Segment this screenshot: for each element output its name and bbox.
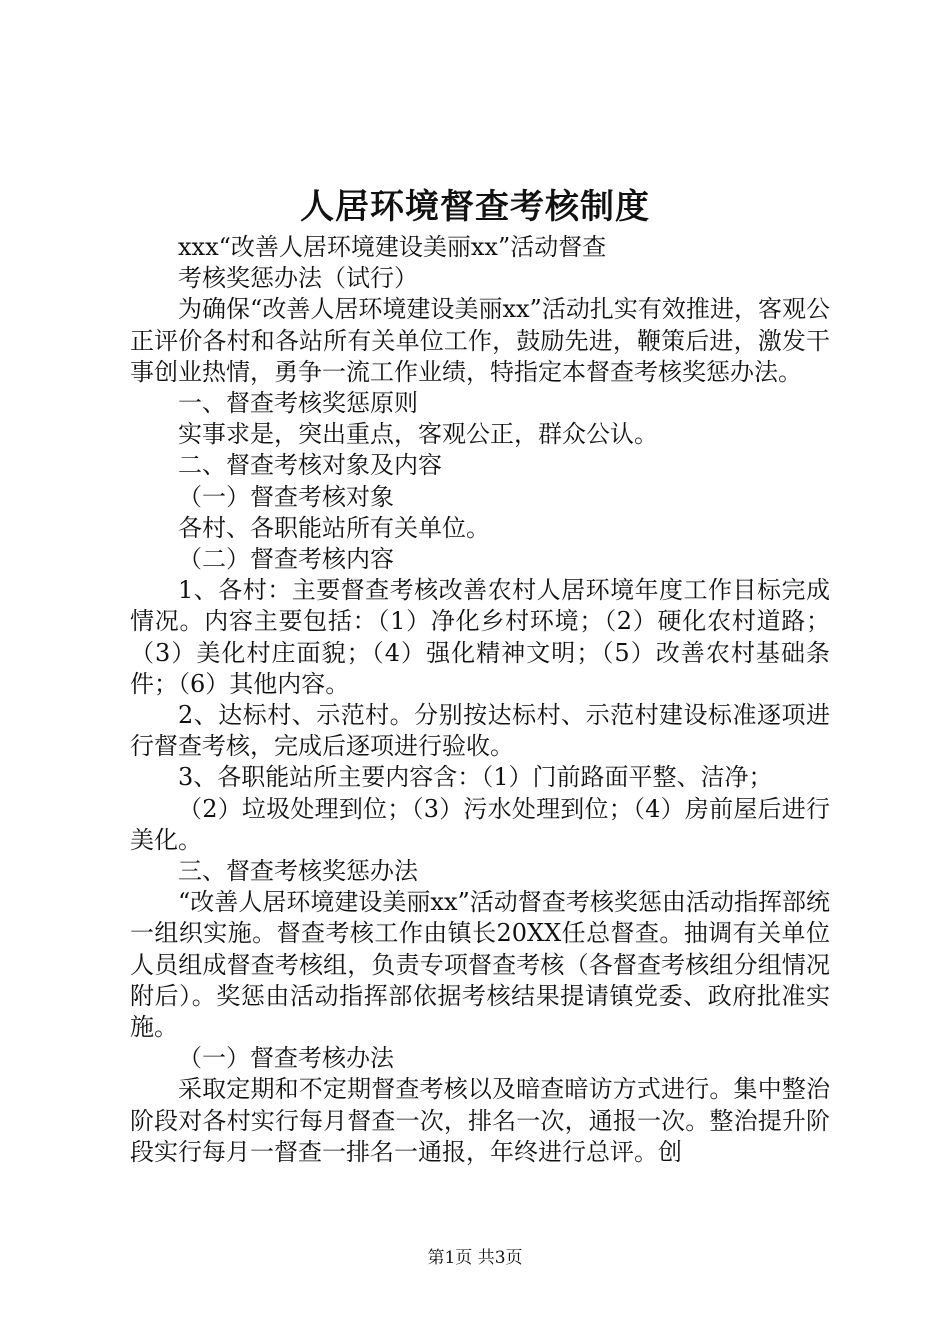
page-footer: 第1页 共3页	[427, 1248, 523, 1268]
subsection-heading: （一）督查考核对象	[178, 482, 394, 511]
section-heading: 三、督查考核奖惩办法	[178, 857, 418, 886]
paragraph: 考核奖惩办法（试行）	[178, 264, 418, 293]
section-heading: 二、督查考核对象及内容	[178, 451, 442, 480]
paragraph: 2、达标村、示范村。分别按达标村、示范村建设标准逐项进行督查考核，完成后逐项进行验收。	[130, 701, 830, 761]
paragraph: 采取定期和不定期督查考核以及暗查暗访方式进行。集中整治阶段对各村实行每月督查一次，排名一次，通报一次。整治提升阶段实行每月一督查一排名一通报，年终进行总评。创	[130, 1075, 830, 1166]
paragraph: （2）垃圾处理到位；（3）污水处理到位；（4）房前屋后进行美化。	[130, 794, 830, 854]
paragraph: “改善人居环境建设美丽xx”活动督查考核奖惩由活动指挥部统一组织实施。督查考核工作由镇长20XX任总督查。抽调有关单位人员组成督查考核组，负责专项督查考核（各督查考核组分组情况附后）。奖惩由活动指挥部依据考核结果提请镇党委、政府批准实施。	[130, 888, 830, 1042]
paragraph: 1、各村：主要督查考核改善农村人居环境年度工作目标完成情况。内容主要包括：（1）净化乡村环境；（2）硬化农村道路；（3）美化村庄面貌；（4）强化精神文明；（5）改善农村基础条件；（6）其他内容。	[130, 576, 830, 698]
section-heading: 一、督查考核奖惩原则	[178, 389, 418, 418]
subsection-heading: （二）督查考核内容	[178, 545, 394, 574]
paragraph: 3、各职能站所主要内容含：（1）门前路面平整、洁净；	[178, 763, 773, 792]
subsection-heading: （一）督查考核办法	[178, 1044, 394, 1073]
document-title: 人居环境督查考核制度	[300, 187, 650, 227]
paragraph: 实事求是，突出重点，客观公正，群众公认。	[178, 420, 658, 449]
paragraph: 为确保“改善人居环境建设美丽xx”活动扎实有效推进，客观公正评价各村和各站所有关单位工作，鼓励先进，鞭策后进，激发干事创业热情，勇争一流工作业绩，特指定本督查考核奖惩办法。	[130, 295, 830, 386]
paragraph: 各村、各职能站所有关单位。	[178, 513, 490, 542]
document-body	[130, 232, 830, 1168]
paragraph: xxx“改善人居环境建设美丽xx”活动督查	[178, 233, 607, 261]
